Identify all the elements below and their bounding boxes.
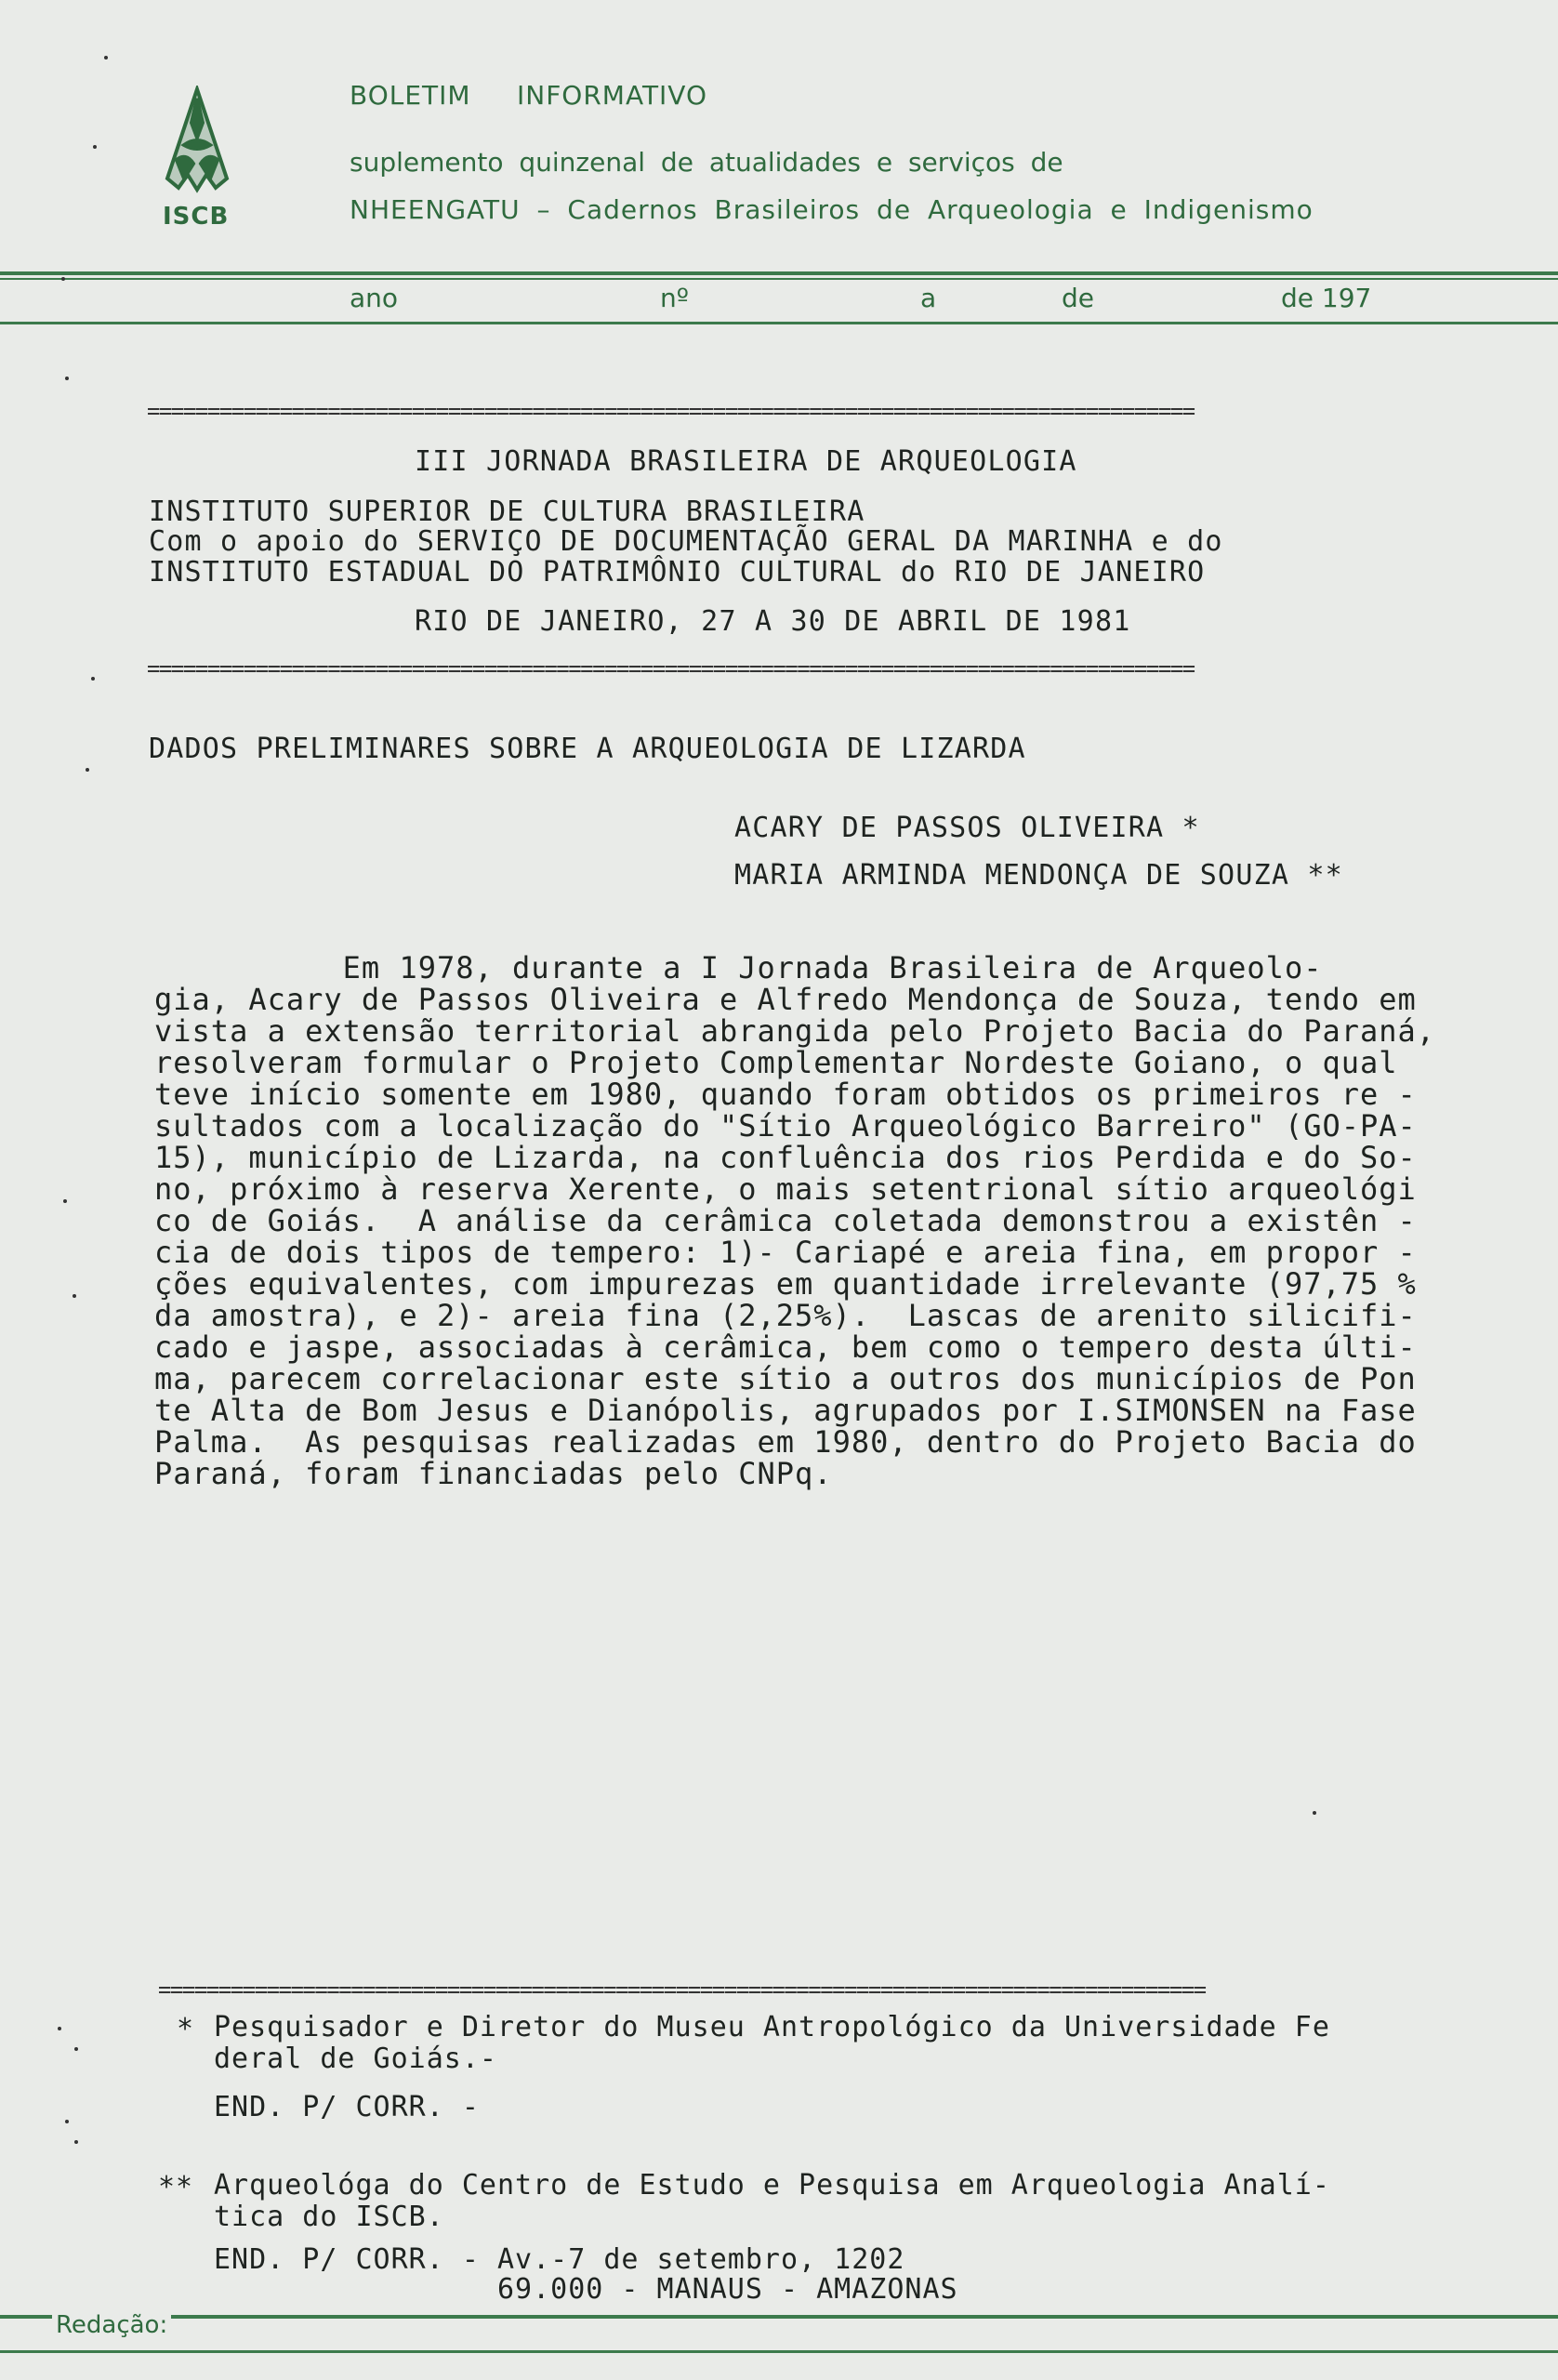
footnote-marker: * <box>177 2013 195 2045</box>
footnote-text: deral de Goiás.- <box>214 2043 497 2075</box>
footnote-text: Arqueológa do Centro de Estudo e Pesquisa em Arqueologia Analí- <box>214 2169 1330 2202</box>
footer-label: Redação: <box>52 2311 171 2339</box>
scan-speck <box>73 1294 76 1298</box>
field-de: de <box>1062 283 1094 313</box>
field-numero: nº <box>660 283 689 313</box>
scan-speck <box>74 2047 78 2051</box>
body-line: co de Goiás. A análise da cerâmica coletada demonstrou a existên - <box>154 1203 1417 1238</box>
scan-speck <box>58 2027 61 2030</box>
body-line: ma, parecem correlacionar este sítio a outros dos municípios de Pon <box>154 1361 1417 1396</box>
scan-speck <box>93 145 97 149</box>
footnote-address: END. P/ CORR. - <box>214 2091 480 2123</box>
scan-speck <box>61 277 65 281</box>
footer-rule-bottom <box>0 2350 1558 2353</box>
body-line: gia, Acary de Passos Oliveira e Alfredo Mendonça de Souza, tendo em <box>154 982 1417 1017</box>
body-line: te Alta de Bom Jesus e Dianópolis, agrupados por I.SIMONSEN na Fase <box>154 1393 1417 1428</box>
bulletin-series: NHEENGATU – Cadernos Brasileiros de Arqueologia e Indigenismo <box>350 194 1314 225</box>
event-support: Com o apoio do SERVIÇO DE DOCUMENTAÇÃO GERAL DA MARINHA e do <box>149 525 1223 558</box>
footnote-marker: ** <box>158 2171 194 2203</box>
body-line: Em 1978, durante a I Jornada Brasileira de Arqueolo- <box>154 950 1323 985</box>
body-line: 15), município de Lizarda, na confluência dos rios Perdida e do So- <box>154 1140 1417 1175</box>
body-line: cado e jaspe, associadas à cerâmica, bem como o tempero desta últi- <box>154 1329 1417 1365</box>
header-rule-top <box>0 271 1558 275</box>
author-name: ACARY DE PASSOS OLIVEIRA * <box>734 812 1200 844</box>
bulletin-title-word2: INFORMATIVO <box>517 80 708 111</box>
header-rule-bottom <box>0 322 1558 324</box>
article-body <box>154 952 1435 1489</box>
footnote-address: 69.000 - MANAUS - AMAZONAS <box>497 2273 958 2306</box>
field-a: a <box>920 283 937 313</box>
body-line: sultados com a localização do "Sítio Arqueológico Barreiro" (GO-PA- <box>154 1108 1417 1144</box>
body-line: Paraná, foram financiadas pelo CNPq. <box>154 1456 833 1491</box>
footnote-address: END. P/ CORR. - Av.-7 de setembro, 1202 <box>214 2243 905 2276</box>
footnote-text: tica do ISCB. <box>214 2201 444 2233</box>
bulletin-title-word1: BOLETIM <box>350 80 471 111</box>
scan-speck <box>1313 1811 1316 1815</box>
article-title: DADOS PRELIMINARES SOBRE A ARQUEOLOGIA DE LIZARDA <box>149 733 1026 765</box>
logo-text: ISCB <box>163 203 230 231</box>
body-line: ções equivalentes, com impurezas em quantidade irrelevante (97,75 % <box>154 1266 1417 1302</box>
author-name: MARIA ARMINDA MENDONÇA DE SOUZA ** <box>734 859 1343 892</box>
event-title: III JORNADA BRASILEIRA DE ARQUEOLOGIA <box>415 445 1077 478</box>
body-line: teve início somente em 1980, quando foram obtidos os primeiros re - <box>154 1077 1417 1112</box>
scan-speck <box>91 677 95 681</box>
body-line: da amostra), e 2)- areia fina (2,25%). Lascas de arenito silicifi- <box>154 1298 1417 1333</box>
event-place-date: RIO DE JANEIRO, 27 A 30 DE ABRIL DE 1981 <box>415 605 1131 638</box>
event-organizer: INSTITUTO SUPERIOR DE CULTURA BRASILEIRA <box>149 496 865 528</box>
field-ano: ano <box>350 283 399 313</box>
footnote-text: Pesquisador e Diretor do Museu Antropológico da Universidade Fe <box>214 2011 1330 2043</box>
body-line: resolveram formular o Projeto Complementar Nordeste Goiano, o qual <box>154 1045 1398 1080</box>
body-line: cia de dois tipos de tempero: 1)- Cariapé e areia fina, em propor - <box>154 1235 1417 1270</box>
body-line: Palma. As pesquisas realizadas em 1980, dentro do Projeto Bacia do <box>154 1424 1417 1460</box>
event-institute: INSTITUTO ESTADUAL DO PATRIMÔNIO CULTURAL do RIO DE JANEIRO <box>149 556 1206 588</box>
field-year: de 197 <box>1281 283 1372 313</box>
scan-speck <box>86 768 89 772</box>
separator-line: ======================================================================================= <box>158 1977 1206 2003</box>
scan-speck <box>104 56 108 60</box>
separator-line: ======================================================================================= <box>147 398 1195 424</box>
separator-line: ======================================================================================= <box>147 655 1195 681</box>
body-line: no, próximo à reserva Xerente, o mais setentrional sítio arqueológi <box>154 1171 1417 1207</box>
scan-speck <box>74 2140 78 2144</box>
header-rule-top-thin <box>0 278 1558 280</box>
scan-speck <box>63 1199 67 1203</box>
footer-rule <box>0 2315 1558 2319</box>
scan-speck <box>65 2120 69 2123</box>
iscb-logo-icon <box>160 86 234 205</box>
bulletin-subtitle: suplemento quinzenal de atualidades e serviços de <box>350 147 1063 178</box>
body-line: vista a extensão territorial abrangida pelo Projeto Bacia do Paraná, <box>154 1013 1436 1049</box>
scan-speck <box>65 377 69 380</box>
